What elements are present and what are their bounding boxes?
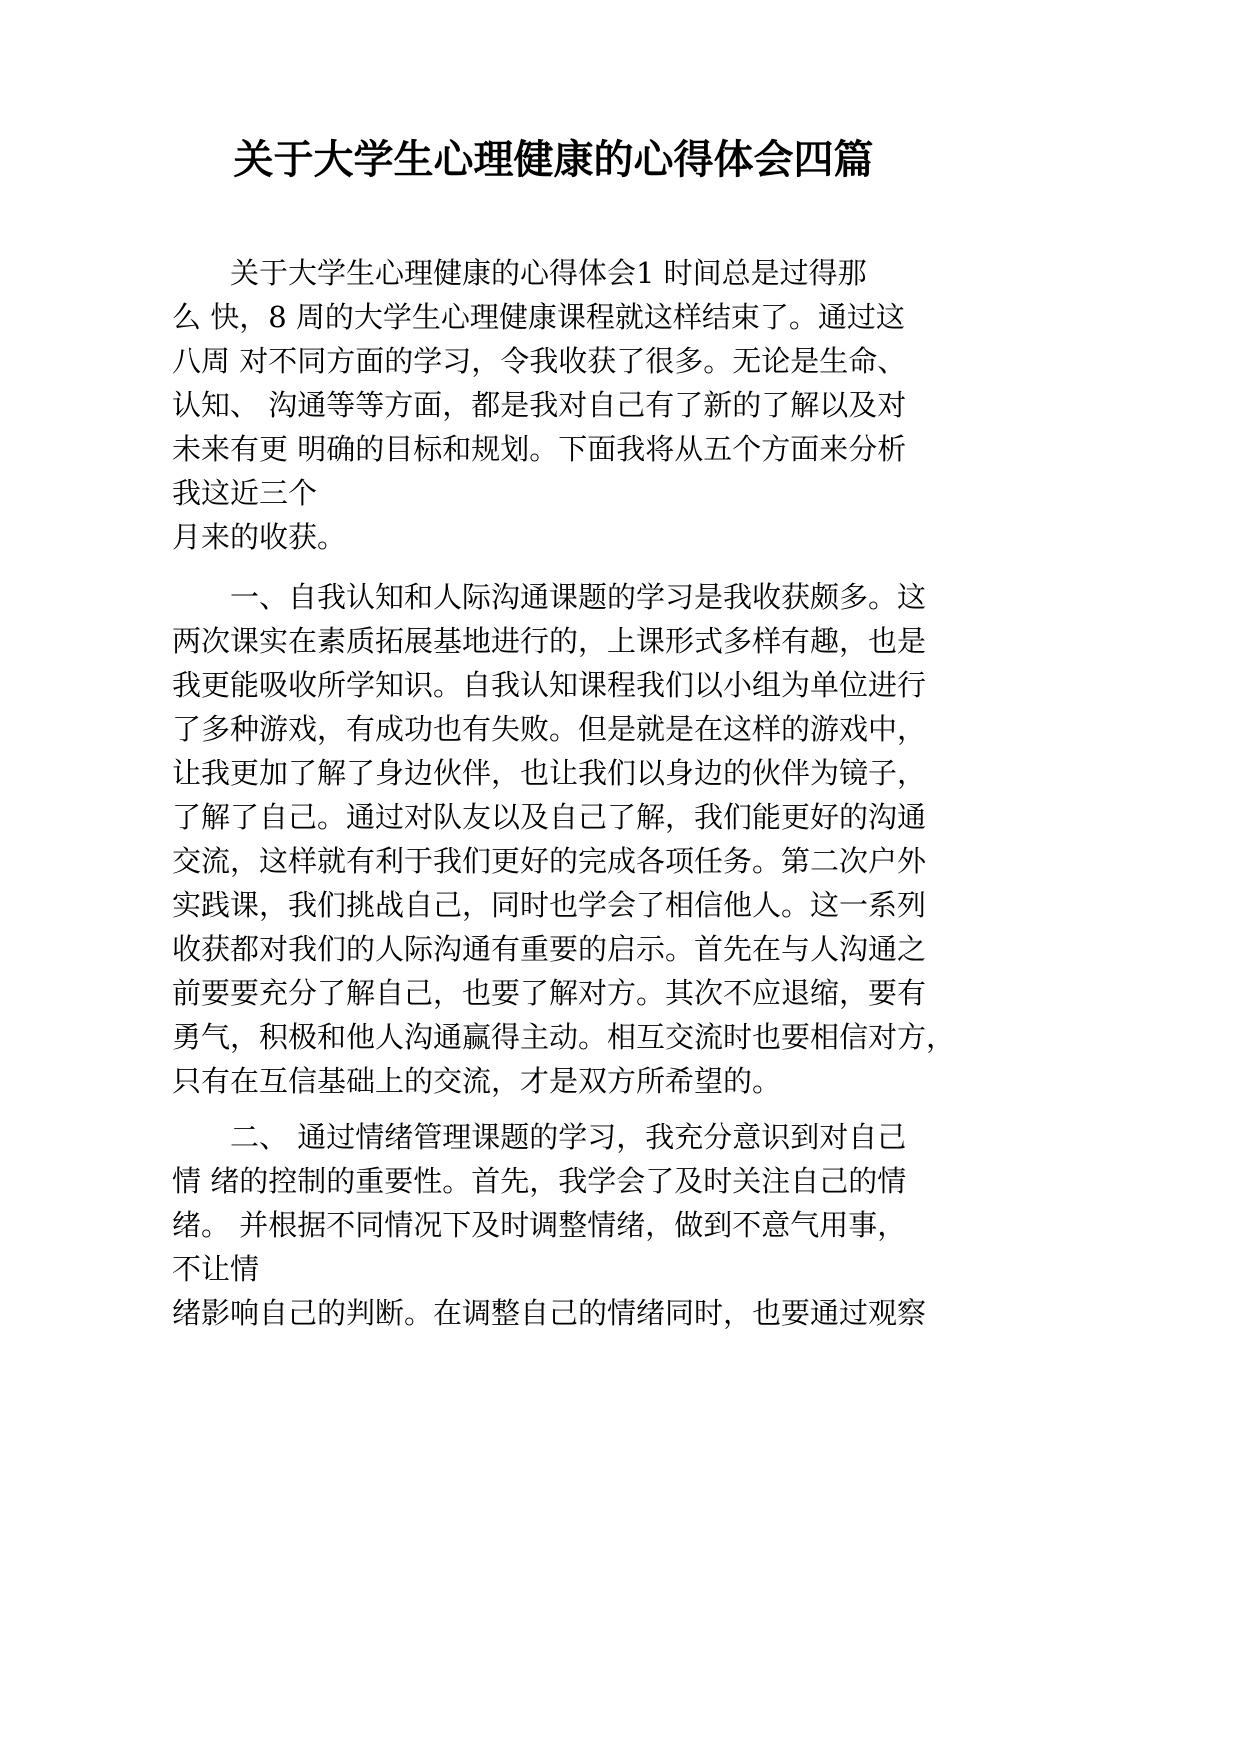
text-line: 实践课，我们挑战自己，同时也学会了相信他人。这一系列 <box>172 888 927 922</box>
text-line: 情 绪的控制的重要性。首先，我学会了及时关注自己的情 <box>172 1164 907 1198</box>
paragraph-2 <box>172 575 962 1103</box>
text-line: 绪。 并根据不同情况下及时调整情绪，做到不意气用事， <box>172 1208 907 1242</box>
text-line: 关于大学生心理健康的心得体会1 时间总是过得那 <box>230 256 867 290</box>
paragraph-1 <box>172 251 962 559</box>
text-line: 前要要充分了解自己，也要了解对方。其次不应退缩，要有 <box>172 976 927 1010</box>
text-line: 让我更加了解了身边伙伴，也让我们以身边的伙伴为镜子， <box>172 756 927 790</box>
text-line: 两次课实在素质拓展基地进行的，上课形式多样有趣，也是 <box>172 624 927 658</box>
text-line: 二、 通过情绪管理课题的学习，我充分意识到对自己 <box>230 1120 907 1154</box>
text-line: 八周 对不同方面的学习，令我收获了很多。无论是生命、 <box>172 344 907 378</box>
text-line: 了多种游戏，有成功也有失败。但是就是在这样的游戏中， <box>172 712 927 746</box>
text-line: 未来有更 明确的目标和规划。下面我将从五个方面来分析 <box>172 432 907 466</box>
text-line: 我更能吸收所学知识。自我认知课程我们以小组为单位进行 <box>172 668 927 702</box>
text-line: 交流，这样就有利于我们更好的完成各项任务。第二次户外 <box>172 844 927 878</box>
text-line: 么 快，8 周的大学生心理健康课程就这样结束了。通过这 <box>172 300 905 334</box>
text-line: 绪影响自己的判断。在调整自己的情绪同时，也要通过观察 <box>172 1296 927 1330</box>
text-line: 不让情 <box>172 1252 260 1286</box>
text-line: 月来的收获。 <box>172 520 347 554</box>
document-body <box>172 251 962 1335</box>
paragraph-3 <box>172 1115 962 1335</box>
text-line: 认知、 沟通等等方面，都是我对自己有了新的了解以及对 <box>172 388 907 422</box>
text-line: 收获都对我们的人际沟通有重要的启示。首先在与人沟通之 <box>172 932 927 966</box>
document-title: 关于大学生心理健康的心得体会四篇 <box>233 137 874 183</box>
text-line: 我这近三个 <box>172 476 318 510</box>
text-line: 了解了自己。通过对队友以及自己了解，我们能更好的沟通 <box>172 800 927 834</box>
text-line: 勇气，积极和他人沟通赢得主动。相互交流时也要相信对方， <box>172 1020 956 1054</box>
text-line: 只有在互信基础上的交流，才是双方所希望的。 <box>172 1064 782 1098</box>
text-line: 一、自我认知和人际沟通课题的学习是我收获颇多。这 <box>230 580 927 614</box>
